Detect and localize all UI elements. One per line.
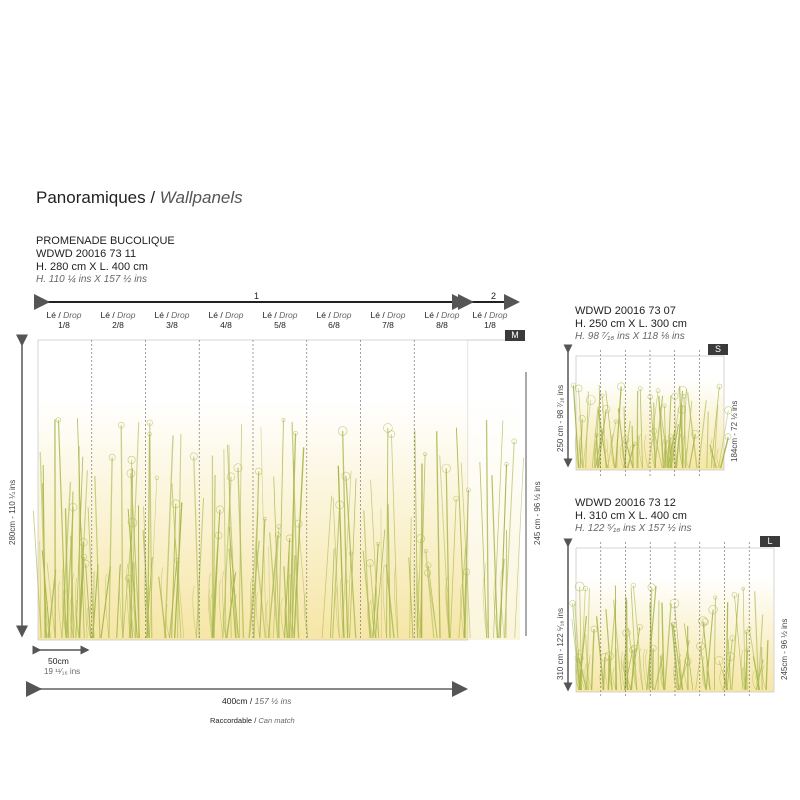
product-name: PROMENADE BUCOLIQUE	[36, 235, 175, 247]
drop-label: Lé / Drop 1/8	[472, 310, 508, 330]
variant-l-height-label: 310 cm - 122 ⁵⁄₁₆ ins	[556, 608, 565, 680]
title-sep: /	[145, 188, 160, 207]
plant-stem	[682, 409, 683, 468]
main-height-label: 280cm - 110 ¼ ins	[8, 479, 17, 545]
variant-s-right-height-label: 184cm - 72 ½ ins	[730, 400, 739, 462]
drop-label: Lé / Drop 6/8	[316, 310, 352, 330]
drop-label: Lé / Drop 4/8	[208, 310, 244, 330]
title-fr: Panoramiques	[36, 188, 146, 207]
variant-l-size-in: H. 122 ⁵⁄₁₆ ins X 157 ½ ins	[575, 523, 692, 534]
drop-label: Lé / Drop 7/8	[370, 310, 406, 330]
variant-l-size-cm: H. 310 cm X L. 400 cm	[575, 510, 687, 522]
variant-l-ref: WDWD 20016 73 12	[575, 497, 676, 509]
raccord-en: Can match	[258, 716, 295, 725]
badge-s: S	[708, 344, 728, 355]
raccord-fr: Raccordable	[210, 716, 253, 725]
drop-label: Lé / Drop 1/8	[46, 310, 82, 330]
raccord-label: Raccordable / Can match	[210, 716, 295, 725]
total-width-in: 157 ½ ins	[254, 696, 292, 706]
badge-m: M	[505, 330, 525, 341]
main-right-height-label: 245 cm - 96 ½ ins	[533, 481, 542, 545]
drop-label: Lé / Drop 8/8	[424, 310, 460, 330]
badge-l: L	[760, 536, 780, 547]
drop-label: Lé / Drop 5/8	[262, 310, 298, 330]
variant-s-height-label: 250 cm - 98 ⁷⁄₁₆ ins	[556, 384, 565, 452]
panel-width-cm: 50cm	[48, 656, 69, 666]
total-width-cm: 400cm	[222, 696, 248, 706]
title-en: Wallpanels	[159, 188, 243, 207]
product-size-in: H. 110 ¼ ins X 157 ½ ins	[36, 274, 147, 285]
product-ref: WDWD 20016 73 11	[36, 248, 137, 260]
drop-label: Lé / Drop 3/8	[154, 310, 190, 330]
bracket-1-label: 1	[254, 291, 260, 301]
bracket-2-label: 2	[491, 291, 497, 301]
total-width-label: 400cm / 157 ½ ins	[222, 696, 292, 706]
product-size-cm: H. 280 cm X L. 400 cm	[36, 261, 148, 273]
drop-label: Lé / Drop 2/8	[100, 310, 136, 330]
variant-s-size-cm: H. 250 cm X L. 300 cm	[575, 318, 687, 330]
panel-width-in: 19 ¹¹⁄₁₆ ins	[44, 667, 81, 676]
variant-s-size-in: H. 98 ⁷⁄₁₆ ins X 118 ⅛ ins	[575, 331, 685, 342]
variant-l-right-height-label: 245cm - 96 ½ ins	[780, 618, 789, 680]
variant-s-ref: WDWD 20016 73 07	[575, 305, 676, 317]
